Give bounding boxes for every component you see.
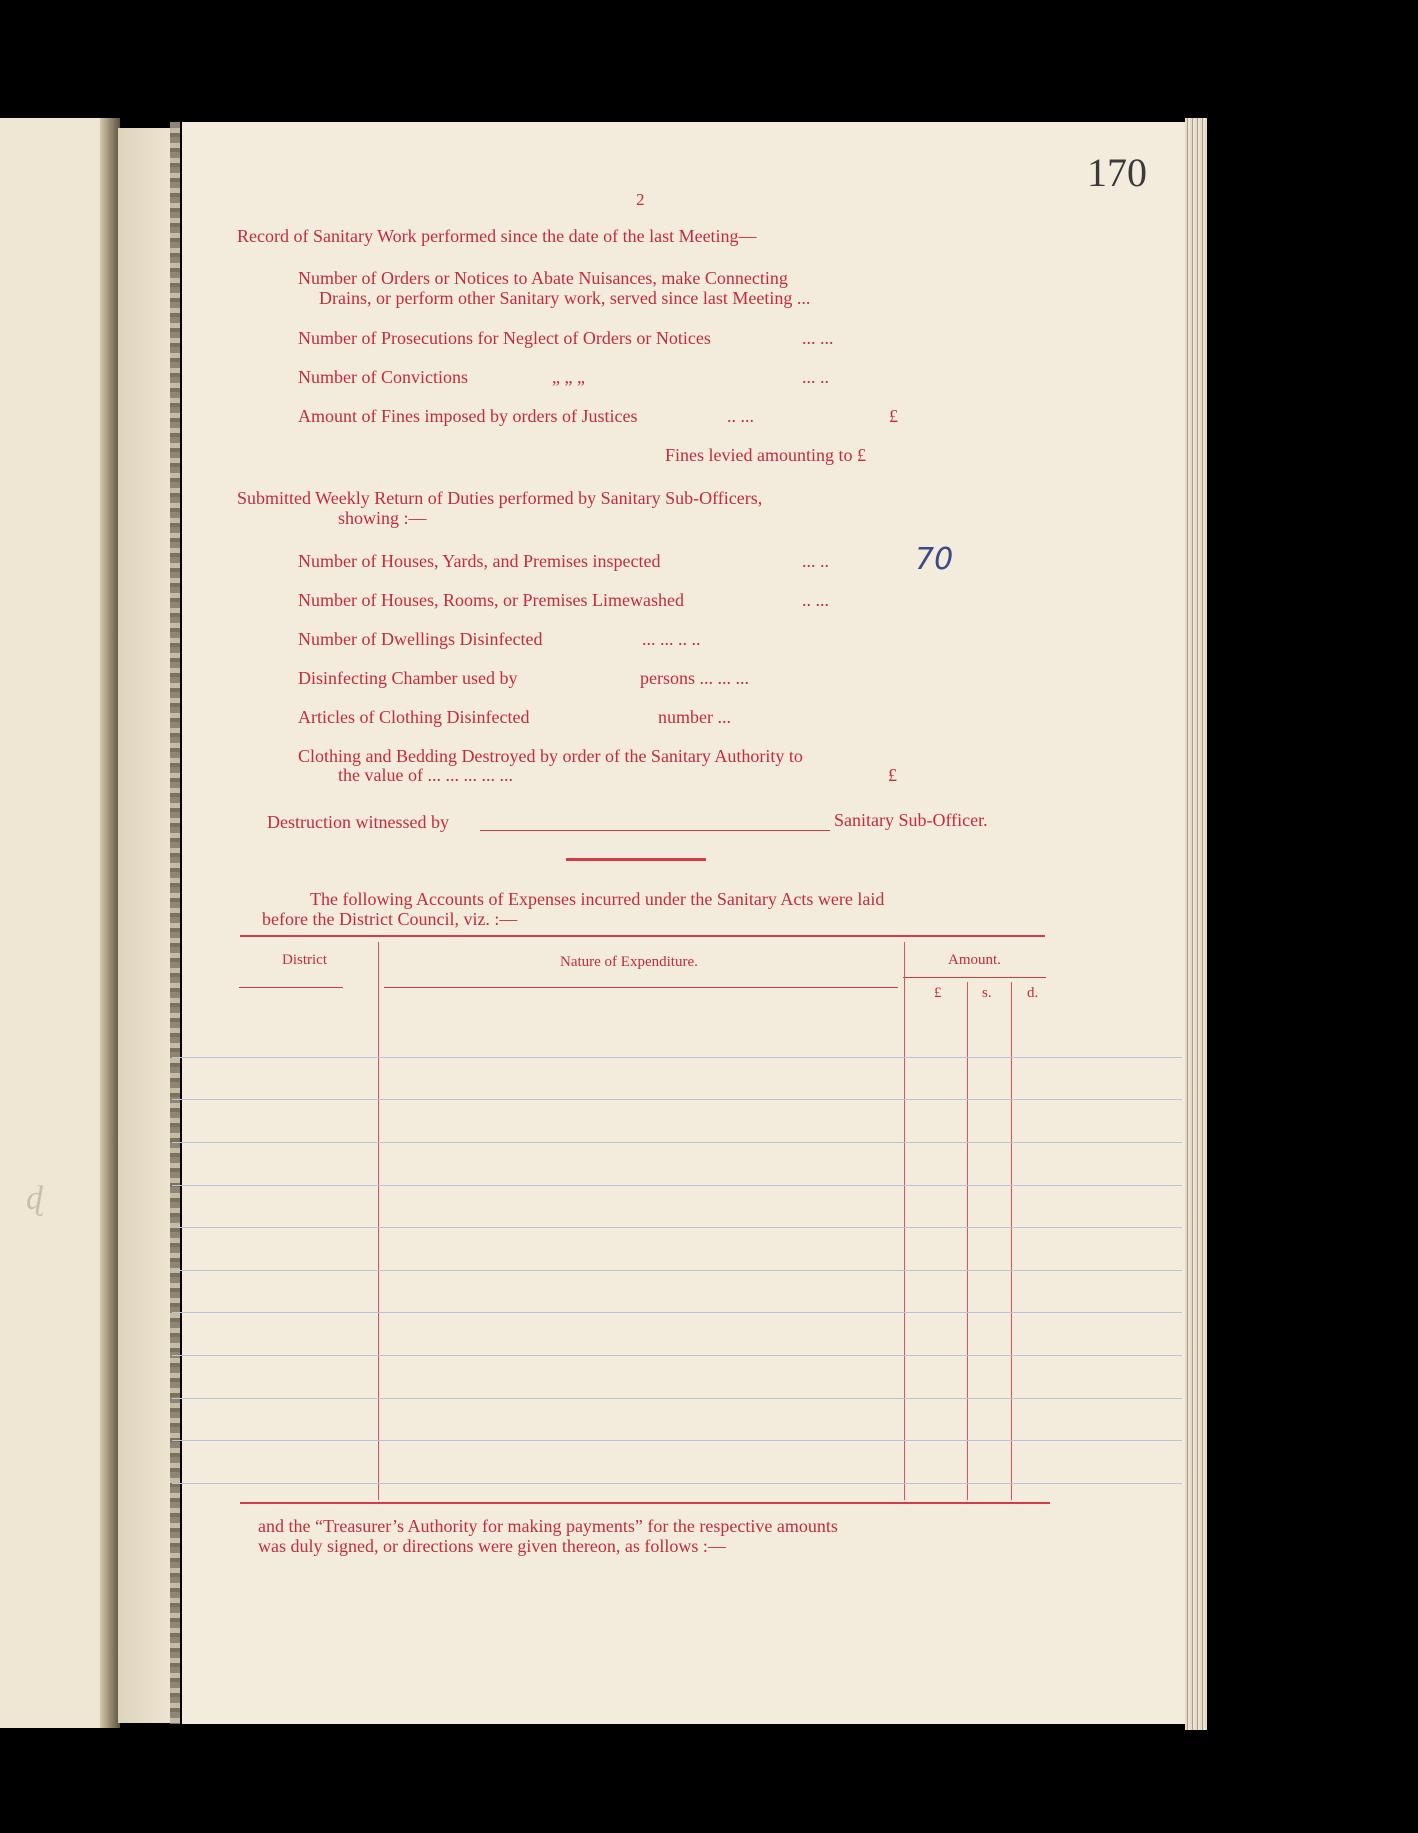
gutter-shadow [100,118,120,1728]
column-rule-district [378,942,379,1500]
convictions-leader: ... .. [802,367,829,387]
table-row [172,1185,1182,1186]
clothing-disinfected-number: number ... [658,707,731,727]
fines-imposed-leader: .. ... [727,406,754,426]
limewashed-leader: .. ... [802,590,829,610]
bleed-through-mark: ɖ [26,1180,43,1217]
column-header-pounds: £ [934,985,942,1001]
section-divider [566,858,706,861]
ledger-page [182,122,1185,1724]
orders-notices-line-1: Number of Orders or Notices to Abate Nuisances, make Connecting [298,268,788,288]
dwellings-disinfected-label: Number of Dwellings Disinfected [298,629,543,649]
prosecutions-leader: ... ... [802,328,834,348]
amount-header-rule [903,977,1046,978]
table-row [172,1227,1182,1228]
table-row [172,1440,1182,1441]
limewashed-label: Number of Houses, Rooms, or Premises Limewashed [298,590,684,610]
nature-header-rule [384,987,898,988]
bedding-destroyed-currency: £ [888,765,897,785]
table-row [172,1142,1182,1143]
houses-inspected-label: Number of Houses, Yards, and Premises inspected [298,551,661,571]
accounts-intro-line-1: The following Accounts of Expenses incurred under the Sanitary Acts were laid [310,889,885,909]
table-top-rule [240,935,1045,937]
folio-number: 170 [1087,150,1147,195]
form-page-number: 2 [636,190,645,209]
bedding-destroyed-line-2: the value of ... ... ... ... ... [338,765,513,785]
column-rule-nature [904,942,905,1500]
table-row [172,1312,1182,1313]
page-edges [1185,118,1207,1730]
column-header-shillings: s. [982,985,992,1001]
bedding-destroyed-line-1: Clothing and Bedding Destroyed by order of the Sanitary Authority to [298,746,803,766]
record-heading: Record of Sanitary Work performed since the date of the last Meeting— [237,226,757,246]
facing-page [0,118,108,1728]
witness-label: Destruction witnessed by [267,812,449,832]
dwellings-disinfected-leader: ... ... .. .. [642,629,701,649]
table-row [172,1483,1182,1484]
fines-imposed-label: Amount of Fines imposed by orders of Justices [298,406,638,426]
witness-signature-line [480,830,830,831]
table-row [172,1270,1182,1271]
district-header-rule [239,987,343,988]
accounts-intro-line-2: before the District Council, viz. :— [262,909,518,929]
table-row [172,1398,1182,1399]
disinfecting-chamber-label: Disinfecting Chamber used by [298,668,518,688]
table-bottom-rule [240,1502,1050,1504]
treasurer-authority-line-1: and the “Treasurer’s Authority for making payments” for the respective amounts [258,1516,838,1536]
houses-inspected-leader: ... .. [802,551,829,571]
orders-notices-line-2: Drains, or perform other Sanitary work, served since last Meeting ... [319,288,811,308]
witness-title: Sanitary Sub-Officer. [834,810,988,830]
treasurer-authority-line-2: was duly signed, or directions were given thereon, as follows :— [258,1536,726,1556]
convictions-ditto-marks: „ „ „ [552,367,585,387]
clothing-disinfected-label: Articles of Clothing Disinfected [298,707,530,727]
disinfecting-chamber-persons: persons ... ... ... [640,668,749,688]
column-header-amount: Amount. [948,952,1001,968]
weekly-return-heading-1: Submitted Weekly Return of Duties performed by Sanitary Sub-Officers, [237,488,763,508]
convictions-label: Number of Convictions [298,367,468,387]
houses-inspected-value: 70 [915,542,954,577]
table-row [172,1057,1182,1058]
column-header-nature: Nature of Expenditure. [560,954,698,970]
fines-imposed-currency: £ [889,406,898,426]
weekly-return-heading-2: showing :— [338,508,427,528]
table-row [172,1099,1182,1100]
fines-levied-label: Fines levied amounting to £ [665,445,866,465]
column-header-pence: d. [1027,985,1039,1001]
column-rule-shillings [1011,982,1012,1500]
table-row [172,1355,1182,1356]
column-rule-pounds [967,982,968,1500]
binding-stub [118,128,176,1723]
column-header-district: District [282,952,327,968]
prosecutions-label: Number of Prosecutions for Neglect of Orders or Notices [298,328,711,348]
